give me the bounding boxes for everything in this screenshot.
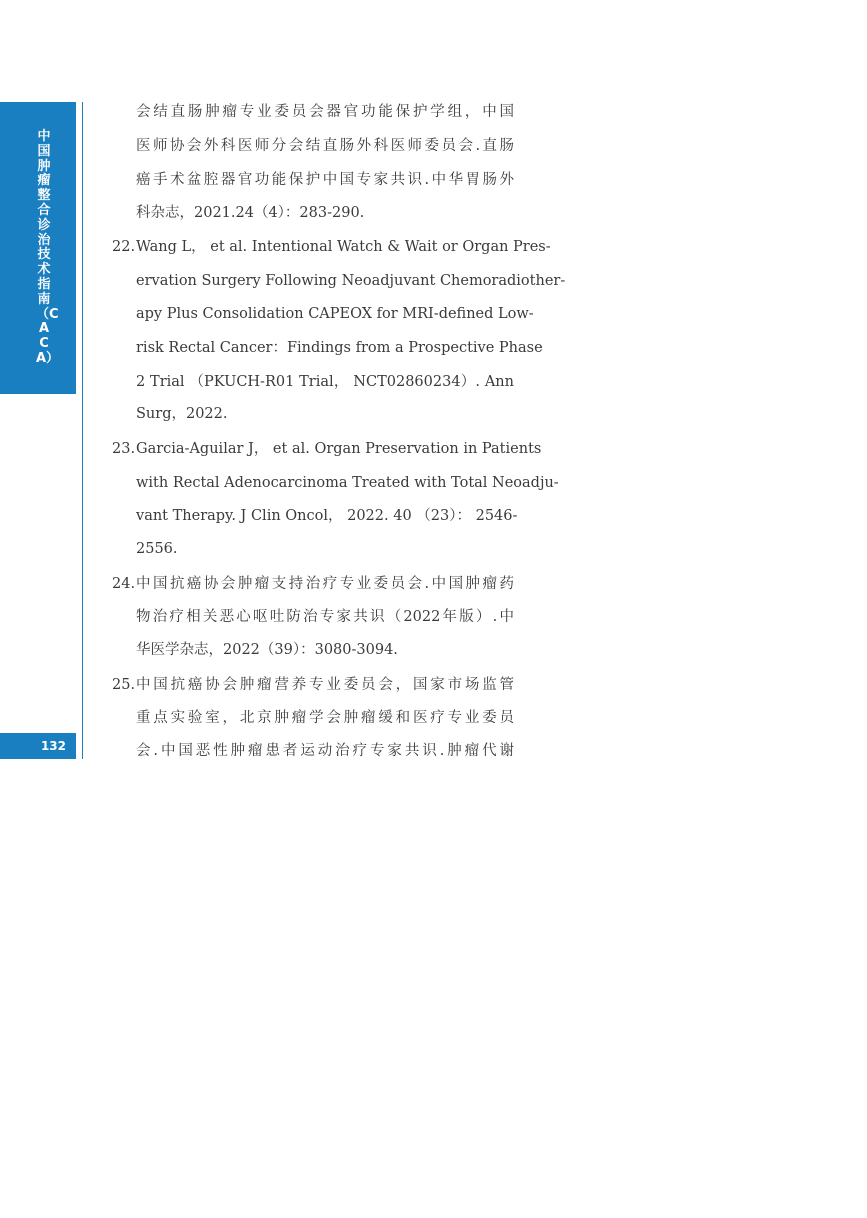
reference-line: Garcia-Aguilar J， et al. Organ Preservation in Patients: [136, 441, 542, 457]
reference-line: 2 Trial （PKUCH-R01 Trial， NCT02860234）. Ann: [136, 374, 514, 390]
reference-number: 24.: [112, 576, 136, 592]
margin-rule: [82, 102, 83, 759]
reference-line: 医师协会外科医师分会结直肠外科医师委员会.直肠: [136, 138, 514, 154]
reference-line: with Rectal Adenocarcinoma Treated with Total Neoadju-: [136, 475, 559, 491]
sidebar-chapter-tab: [0, 102, 76, 394]
reference-line: 华医学杂志，2022（39）：3080-3094.: [136, 642, 398, 658]
reference-line: 中国抗癌协会肿瘤营养专业委员会，国家市场监管: [136, 677, 514, 693]
reference-number: 25.: [112, 677, 136, 693]
reference-line: 物治疗相关恶心呕吐防治专家共识（2022年版）.中: [136, 609, 514, 625]
reference-line: Wang L， et al. Intentional Watch & Wait or Organ Pres-: [136, 239, 551, 255]
reference-line: 中国抗癌协会肿瘤支持治疗专业委员会.中国肿瘤药: [136, 576, 514, 592]
reference-line: vant Therapy. J Clin Oncol， 2022. 40 （23）： 2546-: [136, 508, 518, 524]
reference-line: 重点实验室，北京肿瘤学会肿瘤缓和医疗专业委员: [136, 710, 514, 726]
page-number: 132: [40, 739, 66, 753]
reference-line: 会结直肠肿瘤专业委员会器官功能保护学组，中国: [136, 104, 514, 120]
reference-line: apy Plus Consolidation CAPEOX for MRI-defined Low-: [136, 306, 534, 322]
reference-number: 22.: [112, 239, 136, 255]
reference-line: Surg，2022.: [136, 406, 228, 422]
reference-line: ervation Surgery Following Neoadjuvant Chemoradiother-: [136, 273, 566, 289]
reference-line: 会.中国恶性肿瘤患者运动治疗专家共识.肿瘤代谢: [136, 743, 514, 759]
sidebar-book-title: 中国肿瘤整合诊治技术指南（CACA）: [36, 129, 60, 366]
reference-line: risk Rectal Cancer：Findings from a Prospective Phase: [136, 340, 543, 356]
reference-line: 科杂志，2021.24（4）：283-290.: [136, 205, 365, 221]
reference-number: 23.: [112, 441, 136, 457]
reference-line: 2556.: [136, 541, 178, 557]
reference-line: 癌手术盆腔器官功能保护中国专家共识.中华胃肠外: [136, 172, 514, 188]
page-number-tab: [0, 733, 76, 759]
